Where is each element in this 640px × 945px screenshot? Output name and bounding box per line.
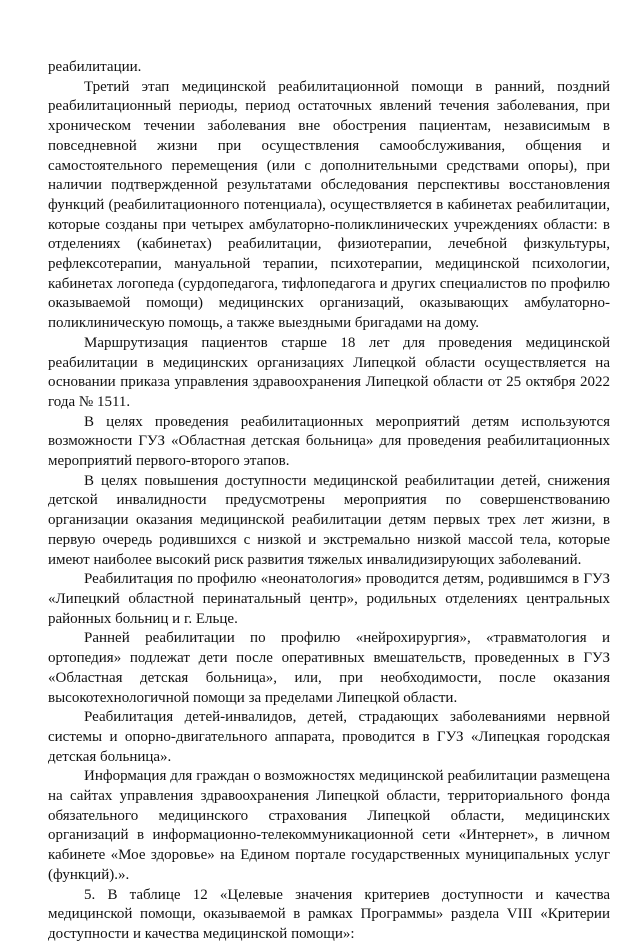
paragraph-information: Информация для граждан о возможностях медицинской реабилитации размещена на сайтах управления здравоохранения Липецкой области, территориального фонда обязательного медицинского страхования Липецкой области, медицинских организаций в информационно-телекоммуникационной сети «Интернет», в личном кабинете «Мое здоровье» на Едином портале государственных муниципальных услуг (функций).». bbox=[48, 768, 610, 883]
paragraph-third-stage-rehabilitation: Третий этап медицинской реабилитационной помощи в ранний, поздний реабилитационный периоды, период остаточных явлений течения заболевания, при хроническом течении заболевания вне обострения пациентам, независимым в повседневной жизни при осуществления самообслуживания, общения и самостоятельного перемещения (или с дополнительными средствами опоры), при наличии подтвержденной результатами обследования перспективы восстановления функций (реабилитационного потенциала), осуществляется в кабинетах реабилитации, которые созданы при четырех амбулаторно-поликлинических учреждениях области: в отделениях (кабинетах) реабилитации, физиотерапии, лечебной физкультуры, рефлексотерапии, мануальной терапии, психотерапии, медицинской психологии, кабинетах логопеда (сурдопедагога, тифлопедагога и других специалистов по профилю оказываемой помощи) медицинских организаций, оказывающих амбулаторно-поликлиническую помощь, а также выездными бригадами на дому. bbox=[48, 78, 610, 332]
paragraph-routing-adults: Маршрутизация пациентов старше 18 лет для проведения медицинской реабилитации в медицинских организациях Липецкой области осуществляется на основании приказа управления здравоохранения Липецкой области от 25 октября 2022 года № 1511. bbox=[48, 334, 610, 410]
document-page bbox=[48, 58, 610, 945]
paragraph-continuation: реабилитации. bbox=[48, 59, 142, 75]
paragraph-disabled-children: Реабилитация детей-инвалидов, детей, страдающих заболеваниями нервной системы и опорно-двигательного аппарата, проводится в ГУЗ «Липецкая городская детская больница». bbox=[48, 709, 610, 765]
paragraph-neurosurgery: Ранней реабилитации по профилю «нейрохирургия», «травматология и ортопедия» подлежат дети после оперативных вмешательств, проведенных в ГУЗ «Областная детская больница», или, при необходимости, после оказания высокотехнологичной помощи за пределами Липецкой области. bbox=[48, 630, 610, 706]
paragraph-accessibility-children: В целях повышения доступности медицинской реабилитации детей, снижения детской инвалидности предусмотрены мероприятия по совершенствованию организации оказания медицинской реабилитации детям первых трех лет жизни, в первую очередь родившихся с низкой и экстремально низкой массой тела, которые имеют наиболее высокий риск развития тяжелых инвалидизирующих заболеваний. bbox=[48, 472, 610, 568]
paragraph-table-12: 5. В таблице 12 «Целевые значения критериев доступности и качества медицинской помощи, оказываемой в рамках Программы» раздела VIII «Критерии доступности и качества медицинской помощи»: bbox=[48, 886, 610, 942]
paragraph-children-rehabilitation: В целях проведения реабилитационных мероприятий детям используются возможности ГУЗ «Областная детская больница» для проведения реабилитационных мероприятий первого-второго этапов. bbox=[48, 413, 610, 470]
paragraph-neonatology: Реабилитация по профилю «неонатология» проводится детям, родившимся в ГУЗ «Липецкий областной перинатальный центр», родильных отделениях центральных районных больниц и г. Ельце. bbox=[48, 571, 610, 627]
